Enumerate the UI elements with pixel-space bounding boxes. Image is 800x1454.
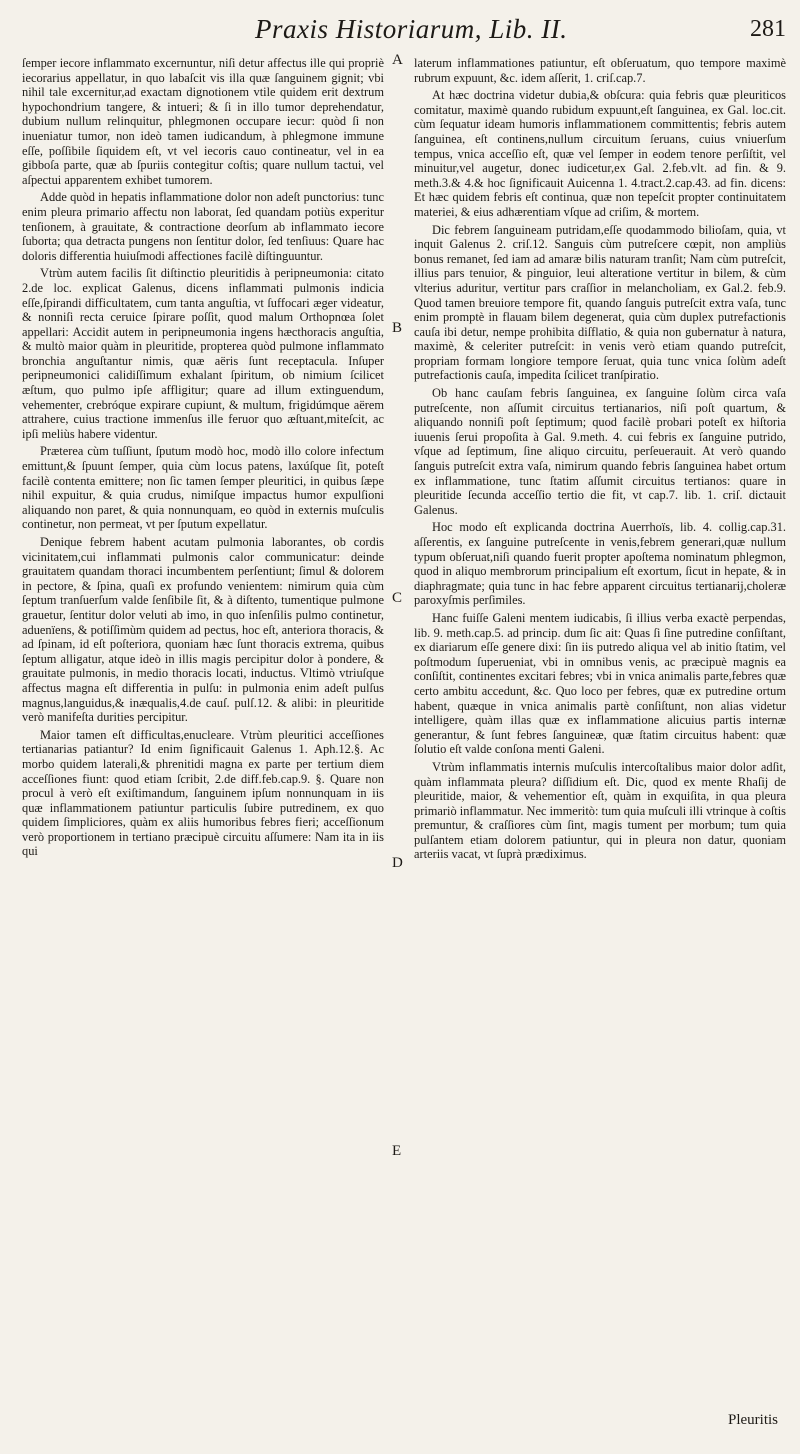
margin-letter: A [392,52,403,68]
paragraph: At hæc doctrina videtur dubia,& obſcura: quia febris quæ pleuriticos comitatur, maximè quando rubidum expuunt,eſt ſanguinea, ex Gal. loc.cit. cùm ſequatur ideam humoris inflammationem committentis; febris autem ſanguinea, eſt continens,nullum circuitum ſeruans, cuius vniuerſum tempus, vnica acceſſio eſt, quæ vel ſemper in eodem tenore perſiſtit, vel minuitur,vel augetur, donec iudicetur,ex Gal. 2.feb.vlt. ad fin. & 9. meth.3.& 4.& hoc ſignificauit Auicenna 1. 4.tract.2.cap.43. ad fin. dicens: Et hæc quidem febris eſt continua, quæ non tepeſcit propter continuitatem materiei, & eius adhærentiam vſque ad criſim, & mortem. [414,88,786,219]
page-number: 281 [750,16,786,42]
paragraph: Adde quòd in hepatis inflammatione dolor non adeſt punctorius: tunc enim pleura primario affectu non laborat, ſed quandam potiùs experitur tenſionem, à grauitate, & contractione deorſum ab inflammato iecore ſuborta; qua detracta pungens non ſentitur dolor, ſed tenſiuus: Quare hac doloris differentia huiuſmodi affectiones facilè diſtinguuntur. [22,190,384,263]
paragraph: Denique febrem habent acutam pulmonia laborantes, ob cordis vicinitatem,cui inflammati pulmonis calor communicatur: deinde grauitatem quandam thoraci incumbentem perſentiunt; ſimul & dolorem in pectore, & ſpina, quaſi ex profundo venientem: nimirum quia cùm ſeptum tranſuerſum valde ſenſibile ſit, & à diſtento, tumentique pulmone grauetur, ſentitur dolor veluti ab imo, in quo inſenſilis pulmo continetur, aduenïens, & potiſſimùm quidem ad pectus, hoc eſt, anteriora thoracis, & ad ſpinam, id eſt poſteriora, quoniam hæc ſunt thoracis extrema, quibus ſeptum alligatur, atque ideò in illis magis percipitur dolor à pondere, & grauitate pulmonis, in medio thoracis locati, inductus. Vltimò vtriuſque affectus magna eſt differentia in pulſu: in pulmonia enim adeſt pulſus magnus,languidus,& inæqualis,4.de cauſ. pulſ.12. & alibi: in pleuritide verò manifeſta durities percipitur. [22,535,384,725]
margin-letter: C [392,590,403,606]
margin-letter: E [392,1143,402,1159]
paragraph: Vtrùm autem facilis ſit diſtinctio pleuritidis à peripneumonia: citato 2.de loc. explicat Galenus, dicens inflammati pulmonis indicia eſſe,ſpirandi difficultatem, cum tanta anguſtia, vt ſuffocari æger videatur, & nonniſi recta ceruice ſpirare poſſit, quod malum Orthopnœa ſolet appellari: Accidit autem in peripneumonia ingens hæcthoracis anguſtia, & multò maior quàm in pleuritide, propterea quòd pulmone inflammato bronchia anguſtantur nimis, quæ aëris ſunt receptacula. Inſuper peripneumonici calidiſſimum exhalant ſpiritum, ob nimium ſcilicet æſtum, quo pulmo ipſe affligitur; quare ad illum extinguendum, vehementer, crebróque expirare cupiunt, & multum, frigidúmque aërem attrahere, cuius tractione immenſus ille feruor quo æſtuant,miteſcit, ac ipſi meliùs habere videntur. [22,266,384,441]
catchword: Pleuritis [727,1412,778,1428]
right-column [414,56,786,865]
paragraph: Ob hanc cauſam febris ſanguinea, ex ſanguine ſolùm circa vaſa putreſcente, non aſſumit circuitus tertianarios, niſi poſt quartum, & aliquando nonniſi poſt ſeptimum; quod facilè probari poteſt ex hiſtoria iuuenis ſerui propoſita à Gal. 9.meth. 4. cui febris ex ſanguine putrido, vſque ad ſeptimum, ſine aliquo circuitu, perſeuerauit. At verò quando ſanguis putreſcit extra vaſa, nimirum quando febris ſanguinea habet ortum ex inflammatione, tunc ſtatim aſſumit circuitus tertianos: quare in pleuritide ſecunda acceſſio tertio die fit, vt cap.7. lib. 1. criſ. dictauit Galenus. [414,386,786,517]
paragraph: Vtrùm inflammatis internis muſculis intercoſtalibus maior dolor adſit, quàm inflammata pleura? diſſidium eſt. Dic, quod ex mente Rhaſij de pleuritide, maior, & vehementior eſt, quàm in exquiſita, in qua pleura primariò inflammatur. Nec immeritò: tum quia muſculi illi vtrinque à coſtis premuntur, & craſſiores cùm ſint, magis tument per morbum; tum quia pulſantem etiam dolorem patiuntur, qui in pleura non datur, quoniam arteriis vacat, vt ſuprà prædiximus. [414,759,786,862]
running-title: Praxis Historiarum, Lib. II. [255,14,568,44]
margin-letter: D [392,855,403,871]
paragraph: Dic febrem ſanguineam putridam,eſſe quodammodo bilioſam, quia, vt inquit Galenus 2. criſ.12. Sanguis cùm putreſcere cœpit, non ampliùs bonus remanet, ſed iam ad amaræ bilis naturam tranſit; Nam cùm putreſcit, illius pars tenuior, & pinguior, leui alteratione vertitur in bilem, & cùm vlterius aduritur, vertitur pars craſſior in melancholiam, ex Gal.2. feb.9. Quod tamen breuiore tempore fit, quando ſanguis putreſcit extra vaſa, tunc enim promptè in flauam bilem degenerat, quia cùm duplex putrefactionis cauſa ibi detur, nempe prohibita diſflatio, & quia non gubernatur à natura, maximè, & celeriter putreſcit: in venis verò etiam quando putreſcit, propriam formam longiore tempore ſeruat, quia tunc vnica ſolùm adeſt putrefactionis cauſa, impedita ſcilicet tranſpiratio. [414,222,786,383]
paragraph: Maior tamen eſt difficultas,enucleare. Vtrùm pleuritici acceſſiones tertianarias patiantur? Id enim ſignificauit Galenus 1. Aph.12.§. Ac morbo quidem laterali,& phrenitidi magna ex parte per tertium diem acceſſiones fiunt: quod etiam ſcribit, 2.de diff.feb.cap.9. §. Quare non procul à verò eſt exiſtimandum, ſanguinem ipſum nonnunquam in iis quæ inflammationem patiuntur particulis ſubire putredinem, ex quo quidem ſimpliciores, quàm ex aliis humoribus febres fieri; acceſſionum verò proportionem in tertiano præcipuè circuitu aſſumere: Nam ita in iis qui [22,727,384,859]
margin-letter: B [392,320,403,336]
paragraph: Præterea cùm tuſſiunt, ſputum modò hoc, modò illo colore infectum emittunt,& ſpuunt ſemper, quia cùm locus patens, laxúſque ſit, poteſt facilè contenta emittere; non ſic tamen ſemper pleuritici, in quibus ſæpe nihil expuitur, & quia crudus, nimiſque impactus humor expulſioni aliquando non paret, & quia nonnunquam, eo quòd in externis muſculis continetur, non permeat, vt per ſputum expellatur. [22,444,384,532]
paragraph: laterum inflammationes patiuntur, eſt obſeruatum, quo tempore maximè rubrum expuunt, &c. idem aſſerit, 1. criſ.cap.7. [414,56,786,85]
paragraph: Hoc modo eſt explicanda doctrina Auerrhoïs, lib. 4. collig.cap.31. aſſerentis, ex ſanguine putreſcente in venis,febrem generari,quæ nullum typum obſeruat,niſi quando fuerit propter apoſtema nominatum phlegmon, quod in aliquo membrorum principalium eſt exortum, ſicut in hepate, & in diaphragmate; quia tunc in hac febre apparent circuitus tertianarij,choleræ paroxyſmis perſimiles. [414,520,786,608]
margin-letters [392,0,412,1454]
paragraph: ſemper iecore inflammato excernuntur, niſi detur affectus ille qui propriè iecorarius appellatur, in quo labaſcit vis illa quæ ſanguinem gignit; vbi nihil tale excernitur,ad exactam dignotionem vtile quidem erit dextrum hypochondrium tangere, & intueri; & ſi in illo tumor deprehendatur, dubium nullum relinquitur, phlegmonen occupare iecur: quòd ſi non inueniatur tumor, non ideò tamen iudicandum, à phlegmone immune eſſe, poſſibile ſiquidem eſt, vt vel iecoris cauo contineatur, vel in ea gibboſa parte, quæ ab ſpuriis contegitur coſtis; quare nullum tactui, vel aſpectui apparentem exhibet tumorem. [22,56,384,187]
left-column [22,56,384,862]
paragraph: Hanc fuiſſe Galeni mentem iudicabis, ſi illius verba exactè perpendas, lib. 9. meth.cap.5. ad princip. dum ſic ait: Quas ſi ſine putredine conſiſtant, ex diariarum eſſe genere dixi: ſin iis putredo aliqua vel ab initio ſtatim, vel poſtmodum ſuperueniat, vbi in omnibus venis, ac præcipuè magnis ea conſiſtit, continentes excitari febres; vbi in vnica animalis parte,febres quæ certo ambitu accedunt, &c. Quo loco per febres, quæ ex putredine ortum habent, quæque in vnica animalis partè conſiſtunt, non alias videtur intelligere, quàm illas quæ ex inflammatione alicuius partis internæ generantur, & ſunt febres ſanguineæ, quæ ſtatim circuitus habent: quæ ſolutio eſt valde conſona menti Galeni. [414,610,786,757]
